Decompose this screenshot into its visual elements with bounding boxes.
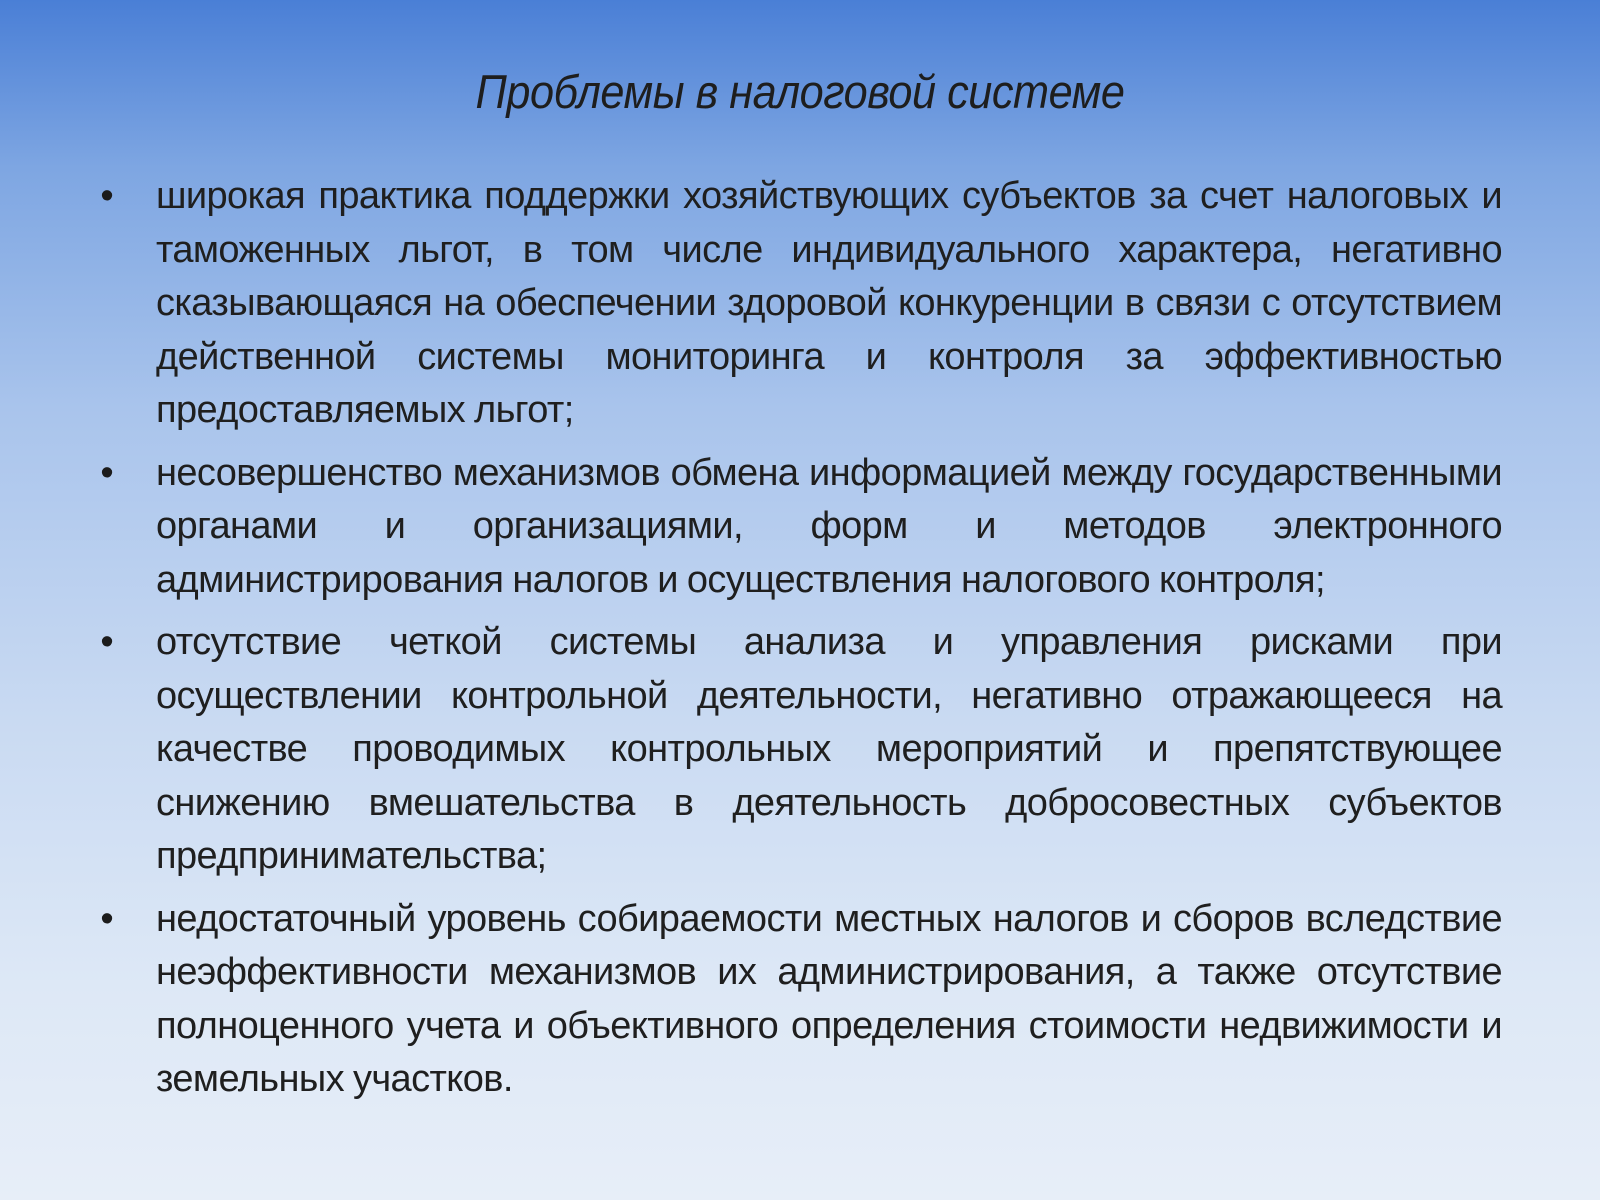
bullet-text: широкая практика поддержки хозяйствующих субъектов за счет налоговых и таможенных льгот, в том числе индивидуального характера, негативно сказывающаяся на обеспечении здоровой конкуренции в связи с отсутствием действенной системы мониторинга и контроля за эффективностью предоставляемых льгот; [156,175,1502,431]
slide-title: Проблемы в налоговой системе [475,65,1125,118]
bullet-dot-icon: • [100,175,114,217]
bullet-dot-icon: • [100,897,114,940]
bullet-dot-icon: • [100,621,114,663]
bullet-list [92,170,1502,1116]
bullet-text: отсутствие четкой системы анализа и управления рисками при осуществлении контрольной деятельности, негативно отражающееся на качестве проводимых контрольных мероприятий и препятствующее снижению вмешательства в деятельность добросовестных субъектов предпринимательства; [156,621,1502,877]
bullet-item [92,447,1502,608]
bullet-dot-icon: • [100,451,114,494]
bullet-item [92,893,1502,1107]
bullet-item [92,616,1502,884]
bullet-text: несовершенство механизмов обмена информацией между государственными органами и организациями, форм и методов электронного администрирования налогов и осуществления налогового контроля; [156,451,1502,601]
bullet-text: недостаточный уровень собираемости местных налогов и сборов вследствие неэффективности механизмов их администрирования, а также отсутствие полноценного учета и объективного определения стоимости недвижимости и земельных участков. [156,897,1502,1100]
bullet-item [92,170,1502,438]
